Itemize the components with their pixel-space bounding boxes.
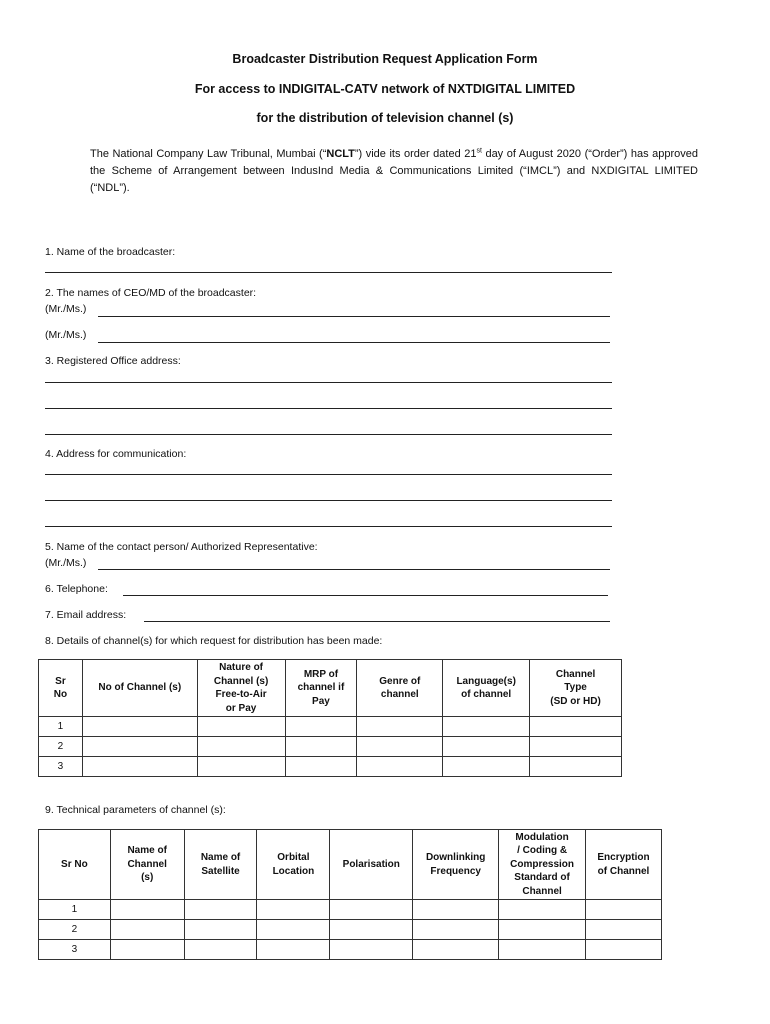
table-cell[interactable] (257, 900, 330, 920)
email-line[interactable] (144, 621, 610, 622)
ceo-1-prefix: (Mr./Ms.) (45, 303, 87, 315)
intro-paragraph (90, 146, 698, 197)
header-sr-no: Sr No (39, 660, 83, 717)
table-cell[interactable] (110, 920, 184, 940)
table-cell[interactable] (586, 900, 662, 920)
question-7-label: 7. Email address: (45, 609, 127, 621)
header-channel-type: Channel Type (SD or HD) (530, 660, 622, 717)
table-cell[interactable] (82, 717, 197, 737)
header-language: Language(s) of channel (443, 660, 530, 717)
table-cell[interactable] (357, 737, 443, 757)
question-3-label: 3. Registered Office address: (45, 355, 181, 367)
header-polarisation: Polarisation (330, 830, 413, 900)
telephone-line[interactable] (123, 595, 608, 596)
table-cell[interactable] (110, 940, 184, 960)
row-number: 3 (39, 757, 83, 777)
intro-text-3: day of August 2020 (“Order”) has approved the Scheme of Arrangement between IndusInd Media & Communications Limited (“IMCL”) and NXDIGITAL LIMITED (“NDL”). (90, 148, 698, 194)
table-cell[interactable] (184, 900, 257, 920)
question-6-label: 6. Telephone: (45, 583, 108, 595)
table-cell[interactable] (330, 940, 413, 960)
row-number: 1 (39, 717, 83, 737)
table-cell[interactable] (530, 717, 622, 737)
header-satellite-name: Name of Satellite (184, 830, 257, 900)
table-cell[interactable] (443, 717, 530, 737)
registered-office-line-2[interactable] (45, 408, 612, 409)
question-4-label: 4. Address for communication: (45, 448, 187, 460)
header-no-of-channel: No of Channel (s) (82, 660, 197, 717)
table-row (39, 737, 622, 757)
question-8-label: 8. Details of channel(s) for which request for distribution has been made: (45, 635, 383, 647)
ceo-2-line[interactable] (98, 342, 610, 343)
table-cell[interactable] (443, 737, 530, 757)
row-number: 3 (39, 940, 111, 960)
contact-person-line[interactable] (98, 569, 610, 570)
question-2-label: 2. The names of CEO/MD of the broadcaster: (45, 287, 257, 299)
table-cell[interactable] (413, 920, 499, 940)
table-cell[interactable] (285, 717, 357, 737)
table-cell[interactable] (82, 737, 197, 757)
intro-superscript: st (476, 147, 482, 155)
table-cell[interactable] (357, 717, 443, 737)
table-cell[interactable] (257, 940, 330, 960)
header-mrp: MRP of channel if Pay (285, 660, 357, 717)
form-title: Broadcaster Distribution Request Application Form (232, 52, 538, 66)
table-cell[interactable] (499, 900, 586, 920)
ceo-2-prefix: (Mr./Ms.) (45, 329, 87, 341)
table-cell[interactable] (184, 920, 257, 940)
table-row (39, 900, 662, 920)
table-cell[interactable] (499, 940, 586, 960)
header-encryption: Encryption of Channel (586, 830, 662, 900)
communication-address-line-3[interactable] (45, 526, 612, 527)
table-cell[interactable] (285, 737, 357, 757)
technical-parameters-table (38, 829, 662, 960)
table-row (39, 940, 662, 960)
table-cell[interactable] (413, 940, 499, 960)
table-cell[interactable] (413, 900, 499, 920)
header-channel-name: Name of Channel (s) (110, 830, 184, 900)
table-cell[interactable] (257, 920, 330, 940)
table-cell[interactable] (197, 737, 285, 757)
form-subtitle-distribution: for the distribution of television channel (s) (256, 111, 514, 125)
registered-office-line-3[interactable] (45, 434, 612, 435)
table-cell[interactable] (586, 940, 662, 960)
table-cell[interactable] (357, 757, 443, 777)
table-cell[interactable] (443, 757, 530, 777)
table-cell[interactable] (285, 757, 357, 777)
technical-table-header-row (39, 830, 662, 900)
table-cell[interactable] (82, 757, 197, 777)
table-row (39, 717, 622, 737)
row-number: 1 (39, 900, 111, 920)
communication-address-line-2[interactable] (45, 500, 612, 501)
question-5-label: 5. Name of the contact person/ Authorized Representative: (45, 541, 318, 553)
contact-person-prefix: (Mr./Ms.) (45, 557, 87, 569)
intro-text-1: The National Company Law Tribunal, Mumbai (“ (90, 148, 327, 160)
ceo-1-line[interactable] (98, 316, 610, 317)
header-nature-of-channel: Nature of Channel (s) Free-to-Air or Pay (197, 660, 285, 717)
header-modulation: Modulation / Coding & Compression Standard of Channel (499, 830, 586, 900)
table-cell[interactable] (184, 940, 257, 960)
table-cell[interactable] (330, 900, 413, 920)
row-number: 2 (39, 920, 111, 940)
channel-table-header-row (39, 660, 622, 717)
intro-text-2: ”) vide its order dated 21 (354, 148, 477, 160)
question-9-label: 9. Technical parameters of channel (s): (45, 804, 226, 816)
table-cell[interactable] (530, 737, 622, 757)
row-number: 2 (39, 737, 83, 757)
registered-office-line-1[interactable] (45, 382, 612, 383)
intro-nclt: NCLT (326, 148, 355, 160)
header-orbital-location: Orbital Location (257, 830, 330, 900)
table-cell[interactable] (197, 717, 285, 737)
header-sr-no: Sr No (39, 830, 111, 900)
header-genre: Genre of channel (357, 660, 443, 717)
header-downlinking-frequency: Downlinking Frequency (413, 830, 499, 900)
table-cell[interactable] (586, 920, 662, 940)
table-row (39, 920, 662, 940)
table-cell[interactable] (499, 920, 586, 940)
table-cell[interactable] (530, 757, 622, 777)
question-1-label: 1. Name of the broadcaster: (45, 246, 176, 258)
form-subtitle-network: For access to INDIGITAL-CATV network of NXTDIGITAL LIMITED (194, 82, 576, 96)
communication-address-line-1[interactable] (45, 474, 612, 475)
broadcaster-name-line[interactable] (45, 272, 612, 273)
channel-details-table (38, 659, 622, 777)
table-cell[interactable] (110, 900, 184, 920)
table-row (39, 757, 622, 777)
table-cell[interactable] (330, 920, 413, 940)
table-cell[interactable] (197, 757, 285, 777)
